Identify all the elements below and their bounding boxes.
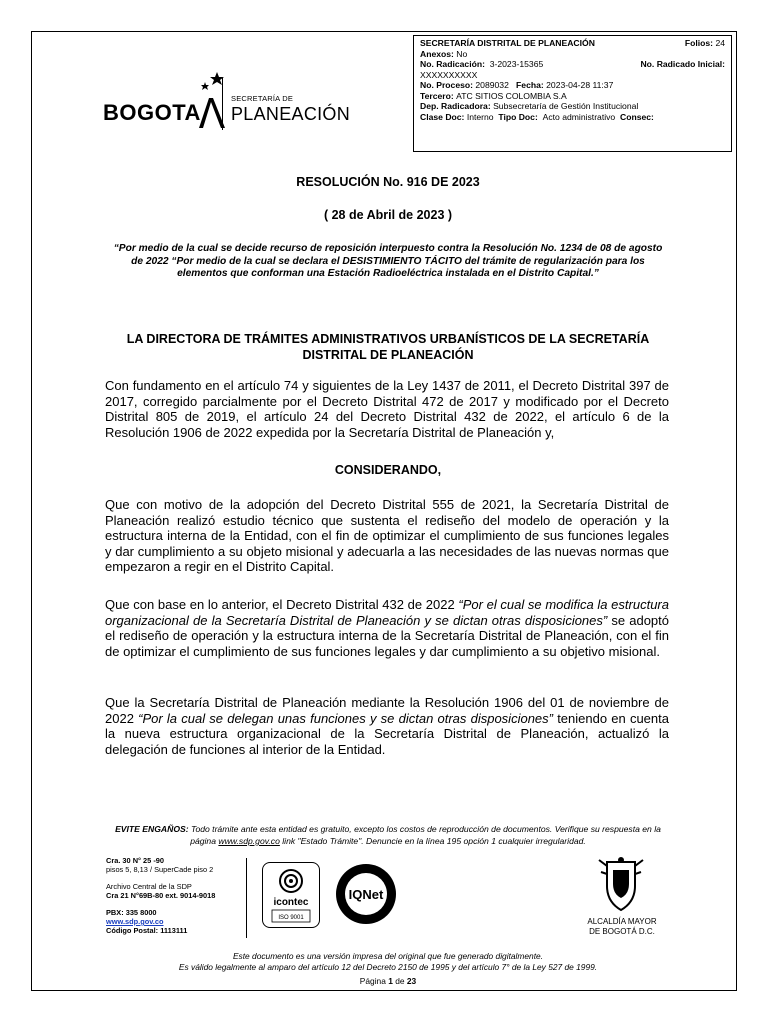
alcaldia-label xyxy=(570,917,674,937)
registry-dep-label: Dep. Radicadora: xyxy=(420,101,491,111)
registry-folios-label: Folios: xyxy=(684,38,714,48)
registry-radicacion-row xyxy=(420,59,725,70)
registry-anexos-value: No xyxy=(456,48,468,59)
considerando-paragraph-1: Que con motivo de la adopción del Decreto Distrital 555 de 2021, la Secretaría Distrital de Planeación realizó estudio técnico que sustenta el rediseño del modelo de operación y la estructura interna de la Entidad, con el fin de optimizar el cumplimiento de sus funciones legales y dar cumplimiento a su objeto misional y adecuarla a las necesidades de las nuevas normas que empezaron a regir en el Distrito Capital. xyxy=(105,497,669,575)
alcaldia-line-2: DE BOGOTÁ D.C. xyxy=(589,927,655,936)
iso-label: ISO 9001 xyxy=(278,915,304,921)
footer-legal-note xyxy=(108,951,668,973)
registry-dep-row xyxy=(420,101,725,112)
registry-radicado-inicial-value: XXXXXXXXXX xyxy=(420,69,478,80)
website-link[interactable]: www.sdp.gov.co xyxy=(106,917,164,926)
issuing-authority: LA DIRECTORA DE TRÁMITES ADMINISTRATIVOS URBANÍSTICOS DE LA SECRETARÍA DISTRITAL DE PLANEACIÓN xyxy=(126,332,650,362)
paragraph-2-text-a: Que con base en lo anterior, el Decreto Distrital 432 de 2022 xyxy=(105,597,459,612)
resolution-subject: “Por medio de la cual se decide recurso de reposición interpuesto contra la Resolución No. 1234 de 08 de agosto de 2022 “Por medio de la cual se declara el DESISTIMIENTO TÁCITO del trámite de regularización para los elementos que conforman una Estación Radioeléctrica instalada en el Distrito Capital.” xyxy=(113,243,663,279)
registry-radicado-inicial-label: No. Radicado Inicial: xyxy=(640,59,725,69)
resolution-date: ( 28 de Abril de 2023 ) xyxy=(323,208,453,222)
intro-paragraph: Con fundamento en el artículo 74 y siguientes de la Ley 1437 de 2011, el Decreto Distrital 397 de 2017, corregido parcialmente por el Decreto Distrital 472 de 2017 y modificado por el Decreto Distrital 805 de 2019, el artículo 24 del Decreto Distrital 432 de 2022, el artículo 6 de la Resolución 1906 de 2022 expedida por la Secretaría Distrital de Planeación y, xyxy=(105,378,669,440)
bogota-coat-of-arms-icon xyxy=(597,856,645,912)
address-line-1: Cra. 30 N° 25 -90 xyxy=(106,856,165,865)
iqnet-certification-logo xyxy=(334,862,398,926)
registry-tercero-row xyxy=(420,91,725,102)
registry-folios-value: 24 xyxy=(715,38,725,48)
icontec-label: icontec xyxy=(273,897,309,908)
registry-anexos-label: Anexos: xyxy=(420,48,454,59)
page-of: de xyxy=(395,976,405,986)
bogota-planeacion-logo xyxy=(103,70,351,132)
registry-clase-label: Clase Doc: xyxy=(420,111,465,122)
secretaria-label: SECRETARÍA DE xyxy=(231,94,294,103)
legal-line-2: Es válido legalmente al amparo del artículo 12 del Decreto 2150 de 1995 y del artículo 7° de la Ley 527 de 1999. xyxy=(178,962,598,972)
registry-entity-row xyxy=(420,38,725,49)
icontec-icon xyxy=(263,863,319,927)
registry-tipo-value: Acto administrativo xyxy=(542,111,616,122)
footer-divider xyxy=(246,858,247,938)
resolution-title: RESOLUCIÓN No. 916 DE 2023 xyxy=(296,175,480,189)
paragraph-2-quote: “Por el cual se modifica la estructura organizacional de la Secretaría Distrital de Planeación y se dictan otras disposiciones” xyxy=(105,597,669,628)
notice-link[interactable]: www.sdp.gov.co xyxy=(218,836,280,846)
archive-line-2: Cra 21 N°69B-80 ext. 9014-9018 xyxy=(106,891,216,900)
registry-tercero-value: ATC SITIOS COLOMBIA S.A xyxy=(456,90,567,101)
registry-proceso-label: No. Proceso: xyxy=(420,80,474,90)
registry-fecha-label: Fecha: xyxy=(516,80,544,90)
registry-consec-label: Consec: xyxy=(620,111,654,122)
postal-code: Código Postal: 1113111 xyxy=(106,926,188,935)
registry-proceso-row xyxy=(420,80,725,91)
registry-tipo-label: Tipo Doc: xyxy=(498,111,538,122)
registry-clase-row xyxy=(420,112,725,123)
planeacion-label: PLANEACIÓN xyxy=(231,104,351,124)
considerando-heading: CONSIDERANDO, xyxy=(334,463,442,477)
footer-address xyxy=(106,856,246,935)
registry-proceso-value: 2089032 xyxy=(475,80,509,90)
logo-divider xyxy=(222,78,223,130)
paragraph-3-text-b: teniendo en cuenta la nueva estructura organizacional de la Secretaría Distrital de Planeación, actualizó la delegación de funciones al interior de la Entidad. xyxy=(105,710,669,757)
registry-dep-value: Subsecretaría de Gestión Institucional xyxy=(493,101,639,111)
registry-fecha-value: 2023-04-28 11:37 xyxy=(546,80,614,90)
address-line-2: pisos 5, 8,13 / SuperCade piso 2 xyxy=(106,865,214,874)
registry-radicado-inicial-row xyxy=(420,70,725,81)
registry-radicacion-label: No. Radicación: xyxy=(420,59,485,69)
pbx-line: PBX: 335 8000 xyxy=(106,908,157,917)
registry-clase-value: Interno xyxy=(466,111,494,122)
page-word: Página xyxy=(359,976,386,986)
footer-notice xyxy=(108,823,668,847)
notice-text-a: Todo trámite ante esta entidad es gratuito, excepto los costos de reproducción de documentos. Verifique su respuesta en la página xyxy=(188,824,661,846)
registry-radicacion-value: 3-2023-15365 xyxy=(489,59,544,69)
archive-line-1: Archivo Central de la SDP xyxy=(106,882,192,891)
alcaldia-line-1: ALCALDÍA MAYOR xyxy=(587,917,657,926)
notice-lead: EVITE ENGAÑOS: xyxy=(115,824,189,834)
icontec-certification-logo xyxy=(262,862,320,928)
legal-line-1: Este documento es una versión impresa del original que fue generado digitalmente. xyxy=(232,951,544,961)
paragraph-2-text-b: se adoptó el rediseño de operación y la estructura interna de la Secretaría Distrital de Planeación, con el fin de optimizar el cumplimiento de sus funciones legales y dar cumplimiento a su objetivo misional. xyxy=(105,612,670,659)
page-current: 1 xyxy=(388,976,393,986)
paragraph-3-text-a: Que la Secretaría Distrital de Planeación mediante la Resolución 1906 del 01 de noviembre de 2022 xyxy=(105,695,669,726)
considerando-paragraph-3 xyxy=(105,695,669,757)
bogota-wordmark: BOGOTA xyxy=(103,100,201,125)
paragraph-3-quote: “Por la cual se delegan unas funciones y se dictan otras disposiciones” xyxy=(138,710,553,726)
registry-entity: SECRETARÍA DISTRITAL DE PLANEACIÓN xyxy=(420,38,595,48)
registry-tercero-label: Tercero: xyxy=(420,90,454,101)
registry-box xyxy=(413,35,732,152)
iqnet-label: IQNet xyxy=(348,887,384,902)
page-number xyxy=(108,976,668,986)
considerando-paragraph-2 xyxy=(105,597,669,659)
page-total: 23 xyxy=(406,976,417,986)
notice-text-b: link "Estado Trámite". Denuncie en la línea 195 opción 1 cualquier irregularidad. xyxy=(279,836,586,846)
registry-anexos-row xyxy=(420,49,725,60)
